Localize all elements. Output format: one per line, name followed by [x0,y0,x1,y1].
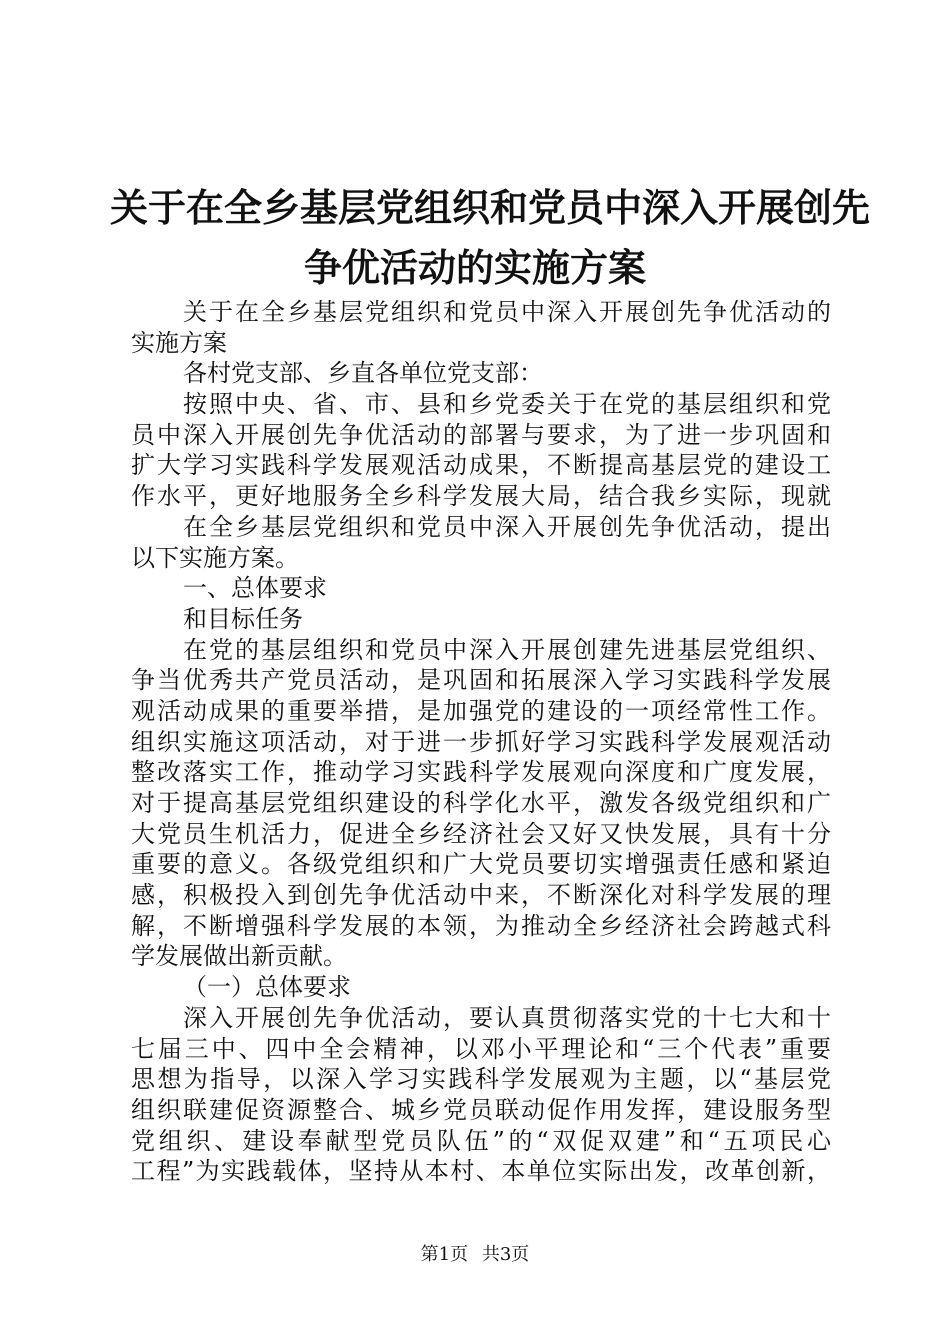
body-line: 学发展做出新贡献。 [131,942,347,971]
body-line: 党组织、建设奉献型党员队伍”的“双促双建”和“五项民心 [131,1126,831,1155]
body-line: 对于提高基层党组织建设的科学化水平，激发各级党组织和广 [131,789,831,817]
body-line: 关于在全乡基层党组织和党员中深入开展创先争优活动的 [183,298,831,326]
page-total: 共3页 [481,1244,530,1265]
document-body [131,297,831,1187]
page-number: 第1页 [420,1244,469,1265]
body-line: 各村党支部、乡直各单位党支部： [183,359,543,388]
body-line: 争当优秀共产党员活动，是巩固和拓展深入学习实践科学发展 [131,666,831,695]
body-line: 作水平，更好地服务全乡科学发展大局，结合我乡实际，现就 [131,482,831,511]
body-line: （一）总体要求 [183,973,351,1002]
page-footer [0,1244,950,1266]
body-line: 和目标任务 [183,604,303,633]
body-line: 组织实施这项活动，对于进一步抓好学习实践科学发展观活动 [131,727,831,756]
body-line: 观活动成果的重要举措，是加强党的建设的一项经常性工作。 [131,696,831,725]
body-line: 在党的基层组织和党员中深入开展创建先进基层党组织、 [183,635,831,664]
body-line: 感，积极投入到创先争优活动中来，不断深化对科学发展的理 [131,881,831,910]
body-line: 一、总体要求 [183,574,327,603]
body-line: 重要的意义。各级党组织和广大党员要切实增强责任感和紧迫 [131,850,831,879]
body-line: 组织联建促资源整合、城乡党员联动促作用发挥，建设服务型 [131,1095,831,1124]
body-line: 七届三中、四中全会精神，以邓小平理论和“三个代表”重要 [131,1034,831,1063]
body-line: 思想为指导，以深入学习实践科学发展观为主题，以“基层党 [131,1065,831,1094]
body-line: 工程”为实践载体，坚持从本村、本单位实际出发，改革创新， [131,1157,831,1186]
document-title-line-1: 关于在全乡基层党组织和党员中深入开展创先 [110,186,871,230]
body-line: 大党员生机活力，促进全乡经济社会又好又快发展，具有十分 [131,819,831,848]
body-line: 扩大学习实践科学发展观活动成果，不断提高基层党的建设工 [131,451,831,480]
body-line: 整改落实工作，推动学习实践科学发展观向深度和广度发展， [131,758,831,787]
body-line: 在全乡基层党组织和党员中深入开展创先争优活动，提出 [183,512,831,541]
body-line: 按照中央、省、市、县和乡党委关于在党的基层组织和党 [183,390,831,419]
body-line: 深入开展创先争优活动，要认真贯彻落实党的十七大和十 [183,1003,831,1032]
body-line: 员中深入开展创先争优活动的部署与要求，为了进一步巩固和 [131,420,831,449]
body-line: 实施方案 [131,328,227,357]
document-title-line-2: 争优活动的实施方案 [303,246,646,290]
body-line: 以下实施方案。 [131,543,299,572]
body-line: 解，不断增强科学发展的本领，为推动全乡经济社会跨越式科 [131,911,831,940]
